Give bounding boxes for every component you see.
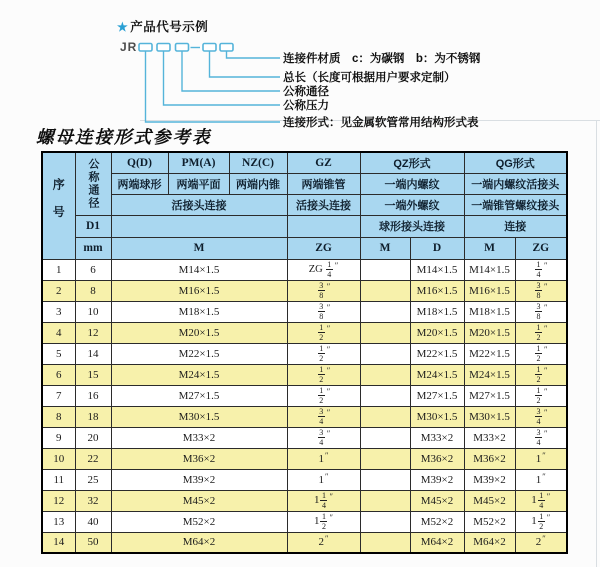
cell-qz_d: M18×1.5: [410, 301, 464, 322]
header-qz-code: QZ形式: [360, 152, 464, 173]
table-row: [42, 280, 567, 301]
cell-m: M16×1.5: [111, 280, 287, 301]
header-pm-ends: 两端平面: [168, 173, 229, 194]
cell-qg_zg: $\frac{3}{8}$ ″: [515, 280, 567, 301]
cell-qz_d: M27×1.5: [410, 385, 464, 406]
header-qg-row4: 连接: [464, 215, 567, 237]
header-qz-row4: 球形接头连接: [360, 215, 464, 237]
header-q-ends: 两端球形: [111, 173, 168, 194]
cell-qz_d: M33×2: [410, 427, 464, 448]
section-title: 螺母连接形式参考表: [36, 128, 212, 148]
cell-seq: 12: [42, 490, 75, 511]
cell-seq: 6: [42, 364, 75, 385]
header-qg-row2: 一端内螺纹活接头: [464, 173, 567, 194]
cell-m: M64×2: [111, 532, 287, 553]
connector-line-material: [227, 51, 281, 58]
header-qg-unit2: ZG: [515, 237, 567, 259]
cell-qg_zg: $\frac{1}{2}$ ″: [515, 385, 567, 406]
cell-dn: 12: [75, 322, 111, 343]
cell-qz_m: [360, 448, 410, 469]
cell-qz_d: M16×1.5: [410, 280, 464, 301]
header-qz-unit2: D: [410, 237, 464, 259]
header-qz-unit1: M: [360, 237, 410, 259]
cell-qz_m: [360, 406, 410, 427]
cell-qg_m: M16×1.5: [464, 280, 515, 301]
cell-dn: 20: [75, 427, 111, 448]
cell-dn: 18: [75, 406, 111, 427]
cell-dn: 22: [75, 448, 111, 469]
table-row: [42, 322, 567, 343]
table-header: [42, 152, 567, 259]
cell-dn: 16: [75, 385, 111, 406]
cell-qg_zg: 1 $\frac{1}{2}$ ″: [515, 511, 567, 532]
table-row: [42, 427, 567, 448]
code-box-5: [220, 44, 233, 52]
cell-seq: 10: [42, 448, 75, 469]
cell-qz_m: [360, 532, 410, 553]
table-row: [42, 511, 567, 532]
cell-qz_d: M45×2: [410, 490, 464, 511]
cell-dn: 8: [75, 280, 111, 301]
cell-m: M30×1.5: [111, 406, 287, 427]
cell-qg_m: M36×2: [464, 448, 515, 469]
cell-qg_zg: $\frac{1}{2}$ ″: [515, 322, 567, 343]
cell-qg_zg: $\frac{1}{2}$ ″: [515, 343, 567, 364]
cell-m: M52×2: [111, 511, 287, 532]
cell-seq: 9: [42, 427, 75, 448]
diagram-heading-text: 产品代号示例: [130, 20, 209, 34]
header-mm: mm: [75, 237, 111, 259]
cell-qg_zg: $\frac{1}{2}$ ″: [515, 364, 567, 385]
cell-gz: $\frac{1}{2}$ ″: [287, 343, 360, 364]
cell-qg_m: M45×2: [464, 490, 515, 511]
cell-m: M24×1.5: [111, 364, 287, 385]
cell-gz: $\frac{3}{4}$ ″: [287, 427, 360, 448]
cell-gz: $\frac{1}{2}$ ″: [287, 385, 360, 406]
connector-line-conntype: [146, 51, 281, 122]
header-qpmnz-unit: M: [111, 237, 287, 259]
header-blank-gz: [287, 215, 360, 237]
cell-qg_zg: 1 $\frac{1}{4}$ ″: [515, 490, 567, 511]
header-qg-row3: 一端锥管螺纹接头: [464, 194, 567, 215]
header-qz-row2: 一端内螺纹: [360, 173, 464, 194]
header-nz-ends: 两端内锥: [229, 173, 287, 194]
cell-qz_d: M39×2: [410, 469, 464, 490]
diagram-label-pressure: 公称压力: [283, 100, 329, 112]
cell-qg_zg: $\frac{3}{4}$ ″: [515, 427, 567, 448]
cell-qz_m: [360, 364, 410, 385]
cell-seq: 3: [42, 301, 75, 322]
cell-gz: 1″: [287, 469, 360, 490]
cell-dn: 40: [75, 511, 111, 532]
cell-qg_zg: 1″: [515, 448, 567, 469]
nut-connection-table: [41, 151, 568, 554]
cell-qg_m: M33×2: [464, 427, 515, 448]
table-row: [42, 448, 567, 469]
cell-qz_d: M64×2: [410, 532, 464, 553]
cell-qz_m: [360, 280, 410, 301]
cell-m: M33×2: [111, 427, 287, 448]
cell-qg_m: M22×1.5: [464, 343, 515, 364]
cell-dn: 25: [75, 469, 111, 490]
cell-seq: 4: [42, 322, 75, 343]
header-qz-row3: 一端外螺纹: [360, 194, 464, 215]
header-gz-ends: 两端锥管: [287, 173, 360, 194]
cell-qg_m: M64×2: [464, 532, 515, 553]
header-nz-code: NZ(C): [229, 152, 287, 173]
cell-dn: 6: [75, 259, 111, 280]
cell-gz: 2″: [287, 532, 360, 553]
cell-qz_d: M52×2: [410, 511, 464, 532]
cell-qg_zg: $\frac{3}{8}$ ″: [515, 301, 567, 322]
header-gz-code: GZ: [287, 152, 360, 173]
cell-dn: 14: [75, 343, 111, 364]
table-row: [42, 490, 567, 511]
cell-qg_m: M39×2: [464, 469, 515, 490]
cell-seq: 1: [42, 259, 75, 280]
code-box-3: [176, 44, 189, 52]
page-edge-line: [596, 120, 597, 567]
header-gz-unit: ZG: [287, 237, 360, 259]
cell-qg_zg: 1″: [515, 469, 567, 490]
cell-qg_zg: $\frac{3}{4}$ ″: [515, 406, 567, 427]
cell-qg_m: M20×1.5: [464, 322, 515, 343]
cell-gz: ZG $\frac{1}{4}$ ″: [287, 259, 360, 280]
cell-m: M39×2: [111, 469, 287, 490]
table-row: [42, 259, 567, 280]
product-code-prefix: JR: [120, 40, 138, 54]
header-qg-unit1: M: [464, 237, 515, 259]
cell-qz_d: M36×2: [410, 448, 464, 469]
table-row: [42, 385, 567, 406]
cell-m: M20×1.5: [111, 322, 287, 343]
code-box-2: [157, 44, 170, 52]
cell-gz: 1″: [287, 448, 360, 469]
cell-gz: $\frac{1}{2}$ ″: [287, 322, 360, 343]
code-box-4: [203, 44, 216, 52]
cell-m: M27×1.5: [111, 385, 287, 406]
header-qg-code: QG形式: [464, 152, 567, 173]
header-q-code: Q(D): [111, 152, 168, 173]
cell-qg_m: M14×1.5: [464, 259, 515, 280]
table-row: [42, 469, 567, 490]
cell-m: M45×2: [111, 490, 287, 511]
connector-line-pressure: [164, 51, 281, 105]
cell-gz: $\frac{3}{8}$ ″: [287, 301, 360, 322]
cell-m: M18×1.5: [111, 301, 287, 322]
cell-gz: 1 $\frac{1}{4}$ ″: [287, 490, 360, 511]
cell-seq: 13: [42, 511, 75, 532]
cell-dn: 32: [75, 490, 111, 511]
cell-seq: 11: [42, 469, 75, 490]
star-icon: ★: [117, 20, 129, 34]
cell-gz: $\frac{3}{4}$ ″: [287, 406, 360, 427]
table-row: [42, 532, 567, 553]
table-row: [42, 301, 567, 322]
cell-qg_m: M27×1.5: [464, 385, 515, 406]
diagram-label-diameter: 公称通径: [283, 86, 329, 98]
cell-qz_m: [360, 427, 410, 448]
cell-qz_m: [360, 469, 410, 490]
table-body: [42, 259, 567, 553]
cell-qz_d: M20×1.5: [410, 322, 464, 343]
cell-qz_m: [360, 490, 410, 511]
table-row: [42, 343, 567, 364]
cell-qz_d: M30×1.5: [410, 406, 464, 427]
header-d1: D1: [75, 215, 111, 237]
cell-qz_m: [360, 511, 410, 532]
cell-dn: 10: [75, 301, 111, 322]
cell-seq: 14: [42, 532, 75, 553]
cell-qz_d: M22×1.5: [410, 343, 464, 364]
cell-qg_m: M30×1.5: [464, 406, 515, 427]
cell-qz_m: [360, 385, 410, 406]
cell-seq: 2: [42, 280, 75, 301]
header-blank-qpmnz: [111, 215, 287, 237]
cell-qz_m: [360, 343, 410, 364]
header-gz-row3: 活接头连接: [287, 194, 360, 215]
cell-qg_zg: 2″: [515, 532, 567, 553]
cell-m: M14×1.5: [111, 259, 287, 280]
cell-qz_d: M24×1.5: [410, 364, 464, 385]
cell-gz: 1 $\frac{1}{2}$ ″: [287, 511, 360, 532]
cell-seq: 5: [42, 343, 75, 364]
cell-gz: $\frac{3}{8}$ ″: [287, 280, 360, 301]
cell-m: M36×2: [111, 448, 287, 469]
diagram-label-conntype: 连接形式：见金属软管常用结构形式表: [283, 117, 479, 129]
connector-line-diameter: [182, 51, 280, 91]
table-row: [42, 406, 567, 427]
cell-seq: 8: [42, 406, 75, 427]
cell-seq: 7: [42, 385, 75, 406]
cell-qz_m: [360, 322, 410, 343]
cell-qg_m: M52×2: [464, 511, 515, 532]
diagram-label-length: 总长（长度可根据用户要求定制）: [283, 72, 456, 84]
header-qpmnz-row3: 活接头连接: [111, 194, 287, 215]
cell-m: M22×1.5: [111, 343, 287, 364]
cell-qz_d: M14×1.5: [410, 259, 464, 280]
cell-dn: 15: [75, 364, 111, 385]
code-box-1: [139, 44, 152, 52]
cell-dn: 50: [75, 532, 111, 553]
cell-gz: $\frac{1}{2}$ ″: [287, 364, 360, 385]
diagram-label-material: 连接件材质 c：为碳钢 b：为不锈钢: [283, 53, 481, 65]
cell-qz_m: [360, 301, 410, 322]
connector-line-length: [210, 51, 281, 77]
cell-qz_m: [360, 259, 410, 280]
cell-qg_m: M24×1.5: [464, 364, 515, 385]
header-seq: 序号: [42, 152, 75, 259]
cell-qg_zg: $\frac{1}{4}$ ″: [515, 259, 567, 280]
header-dn: 公称通径: [75, 152, 111, 215]
cell-qg_m: M18×1.5: [464, 301, 515, 322]
table-row: [42, 364, 567, 385]
header-pm-code: PM(A): [168, 152, 229, 173]
